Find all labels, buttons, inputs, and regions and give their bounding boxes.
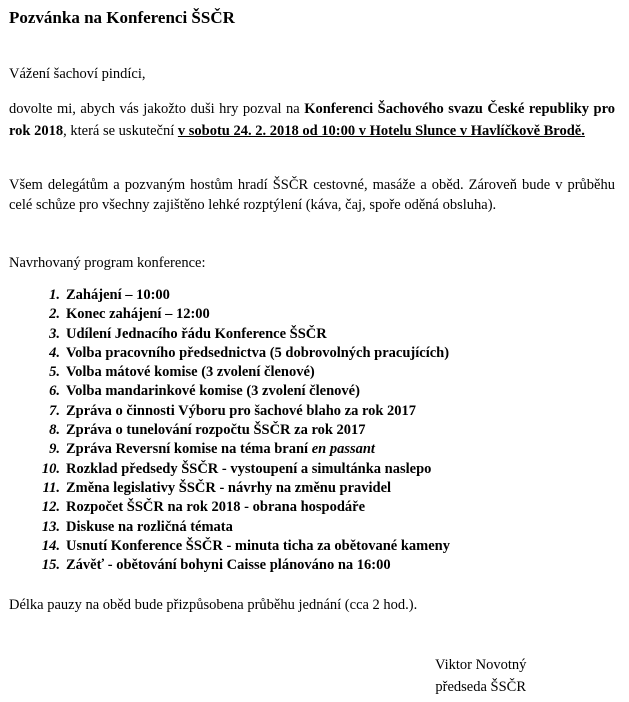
program-item-text: Volba mandarinkové komise (3 zvolení členové) — [66, 383, 360, 400]
program-item — [33, 460, 450, 479]
program-item-text: Usnutí Konference ŠSČR - minuta ticha za obětované kameny — [66, 537, 450, 554]
event-date-place: v sobotu 24. 2. 2018 od 10:00 v Hotelu Slunce v Havlíčkově Brodě. — [177, 123, 585, 139]
program-item — [33, 556, 450, 575]
program-item-text: Rozpočet ŠSČR na rok 2018 - obrana hospodáře — [66, 499, 366, 516]
program-item-number: 14. — [41, 537, 60, 554]
program-item-text: Zpráva Reversní komise na téma braní — [66, 441, 312, 458]
program-item — [33, 402, 450, 421]
signature-role: předseda ŠSČR — [435, 679, 526, 695]
program-item-number: 8. — [49, 422, 60, 439]
program-item-text: Zpráva o činnosti Výboru pro šachové blaho za rok 2017 — [66, 402, 417, 419]
program-item-text: Udílení Jednacího řádu Konference ŠSČR — [66, 325, 327, 342]
program-item-number: 11. — [42, 479, 60, 496]
conference-name: Konferenci Šachového svazu České republiky pro rok 2018 — [9, 101, 616, 139]
program-list — [33, 286, 450, 575]
program-item-text: Rozklad předsedy ŠSČR - vystoupení a simultánka naslepo — [66, 460, 432, 477]
delegates-paragraph: Všem delegátům a pozvaným hostům hradí ŠSČR cestovné, masáže a oběd. Zároveň bude v průběhu celé schůze pro všechny zajištěno lehké rozptýlení (káva, čaj, spoře oděná obsluha). — [9, 177, 615, 213]
program-item-text: Závěť - obětování bohyni Caisse plánováno na 16:00 — [66, 557, 391, 574]
program-item — [33, 325, 450, 344]
document-title: Pozvánka na Konferenci ŠSČR — [9, 8, 235, 27]
program-item — [33, 479, 450, 498]
program-item-number: 5. — [49, 364, 60, 381]
program-item-text: Zahájení – 10:00 — [66, 287, 170, 303]
program-item — [33, 537, 450, 556]
program-item — [33, 421, 450, 440]
signature-block — [435, 654, 526, 698]
program-item-text: Volba mátové komise (3 zvolení členové) — [66, 364, 315, 381]
invitation-lead: dovolte mi, abych vás jakožto duši hry pozval na — [9, 101, 305, 117]
program-item — [33, 440, 450, 459]
program-item-number: 6. — [49, 383, 60, 400]
program-item-number: 3. — [49, 325, 60, 342]
program-item-text: Volba pracovního předsednictva (5 dobrovolných pracujících) — [66, 344, 450, 361]
program-item-text: Diskuse na rozličná témata — [66, 518, 233, 535]
program-item — [33, 518, 450, 537]
program-item-number: 13. — [41, 518, 60, 535]
program-item-text: Změna legislativy ŠSČR - návrhy na změnu pravidel — [66, 479, 392, 496]
program-item-italic: en passant — [311, 441, 375, 458]
program-heading: Navrhovaný program konference: — [9, 255, 206, 271]
closing-paragraph: Délka pauzy na oběd bude přizpůsobena průběhu jednání (cca 2 hod.). — [9, 597, 418, 613]
program-item-number: 15. — [41, 557, 60, 574]
invitation-middle: , která se uskuteční — [63, 123, 178, 139]
program-item-number: 9. — [49, 441, 60, 458]
program-item — [33, 344, 450, 363]
program-item-number: 4. — [49, 344, 60, 361]
program-item-number: 1. — [49, 287, 60, 303]
program-item — [33, 286, 450, 305]
invitation-paragraph — [9, 98, 615, 142]
program-item — [33, 305, 450, 324]
program-item-number: 7. — [49, 402, 60, 419]
program-item — [33, 498, 450, 517]
program-item — [33, 382, 450, 401]
program-item-text: Konec zahájení – 12:00 — [66, 306, 210, 323]
program-item — [33, 363, 450, 382]
program-item-text: Zpráva o tunelování rozpočtu ŠSČR za rok 2017 — [66, 422, 366, 439]
signature-name: Viktor Novotný — [435, 657, 527, 673]
program-item-number: 2. — [49, 306, 60, 323]
program-item-number: 12. — [41, 499, 60, 516]
program-item-number: 10. — [41, 460, 60, 477]
greeting: Vážení šachoví pindíci, — [9, 66, 146, 82]
